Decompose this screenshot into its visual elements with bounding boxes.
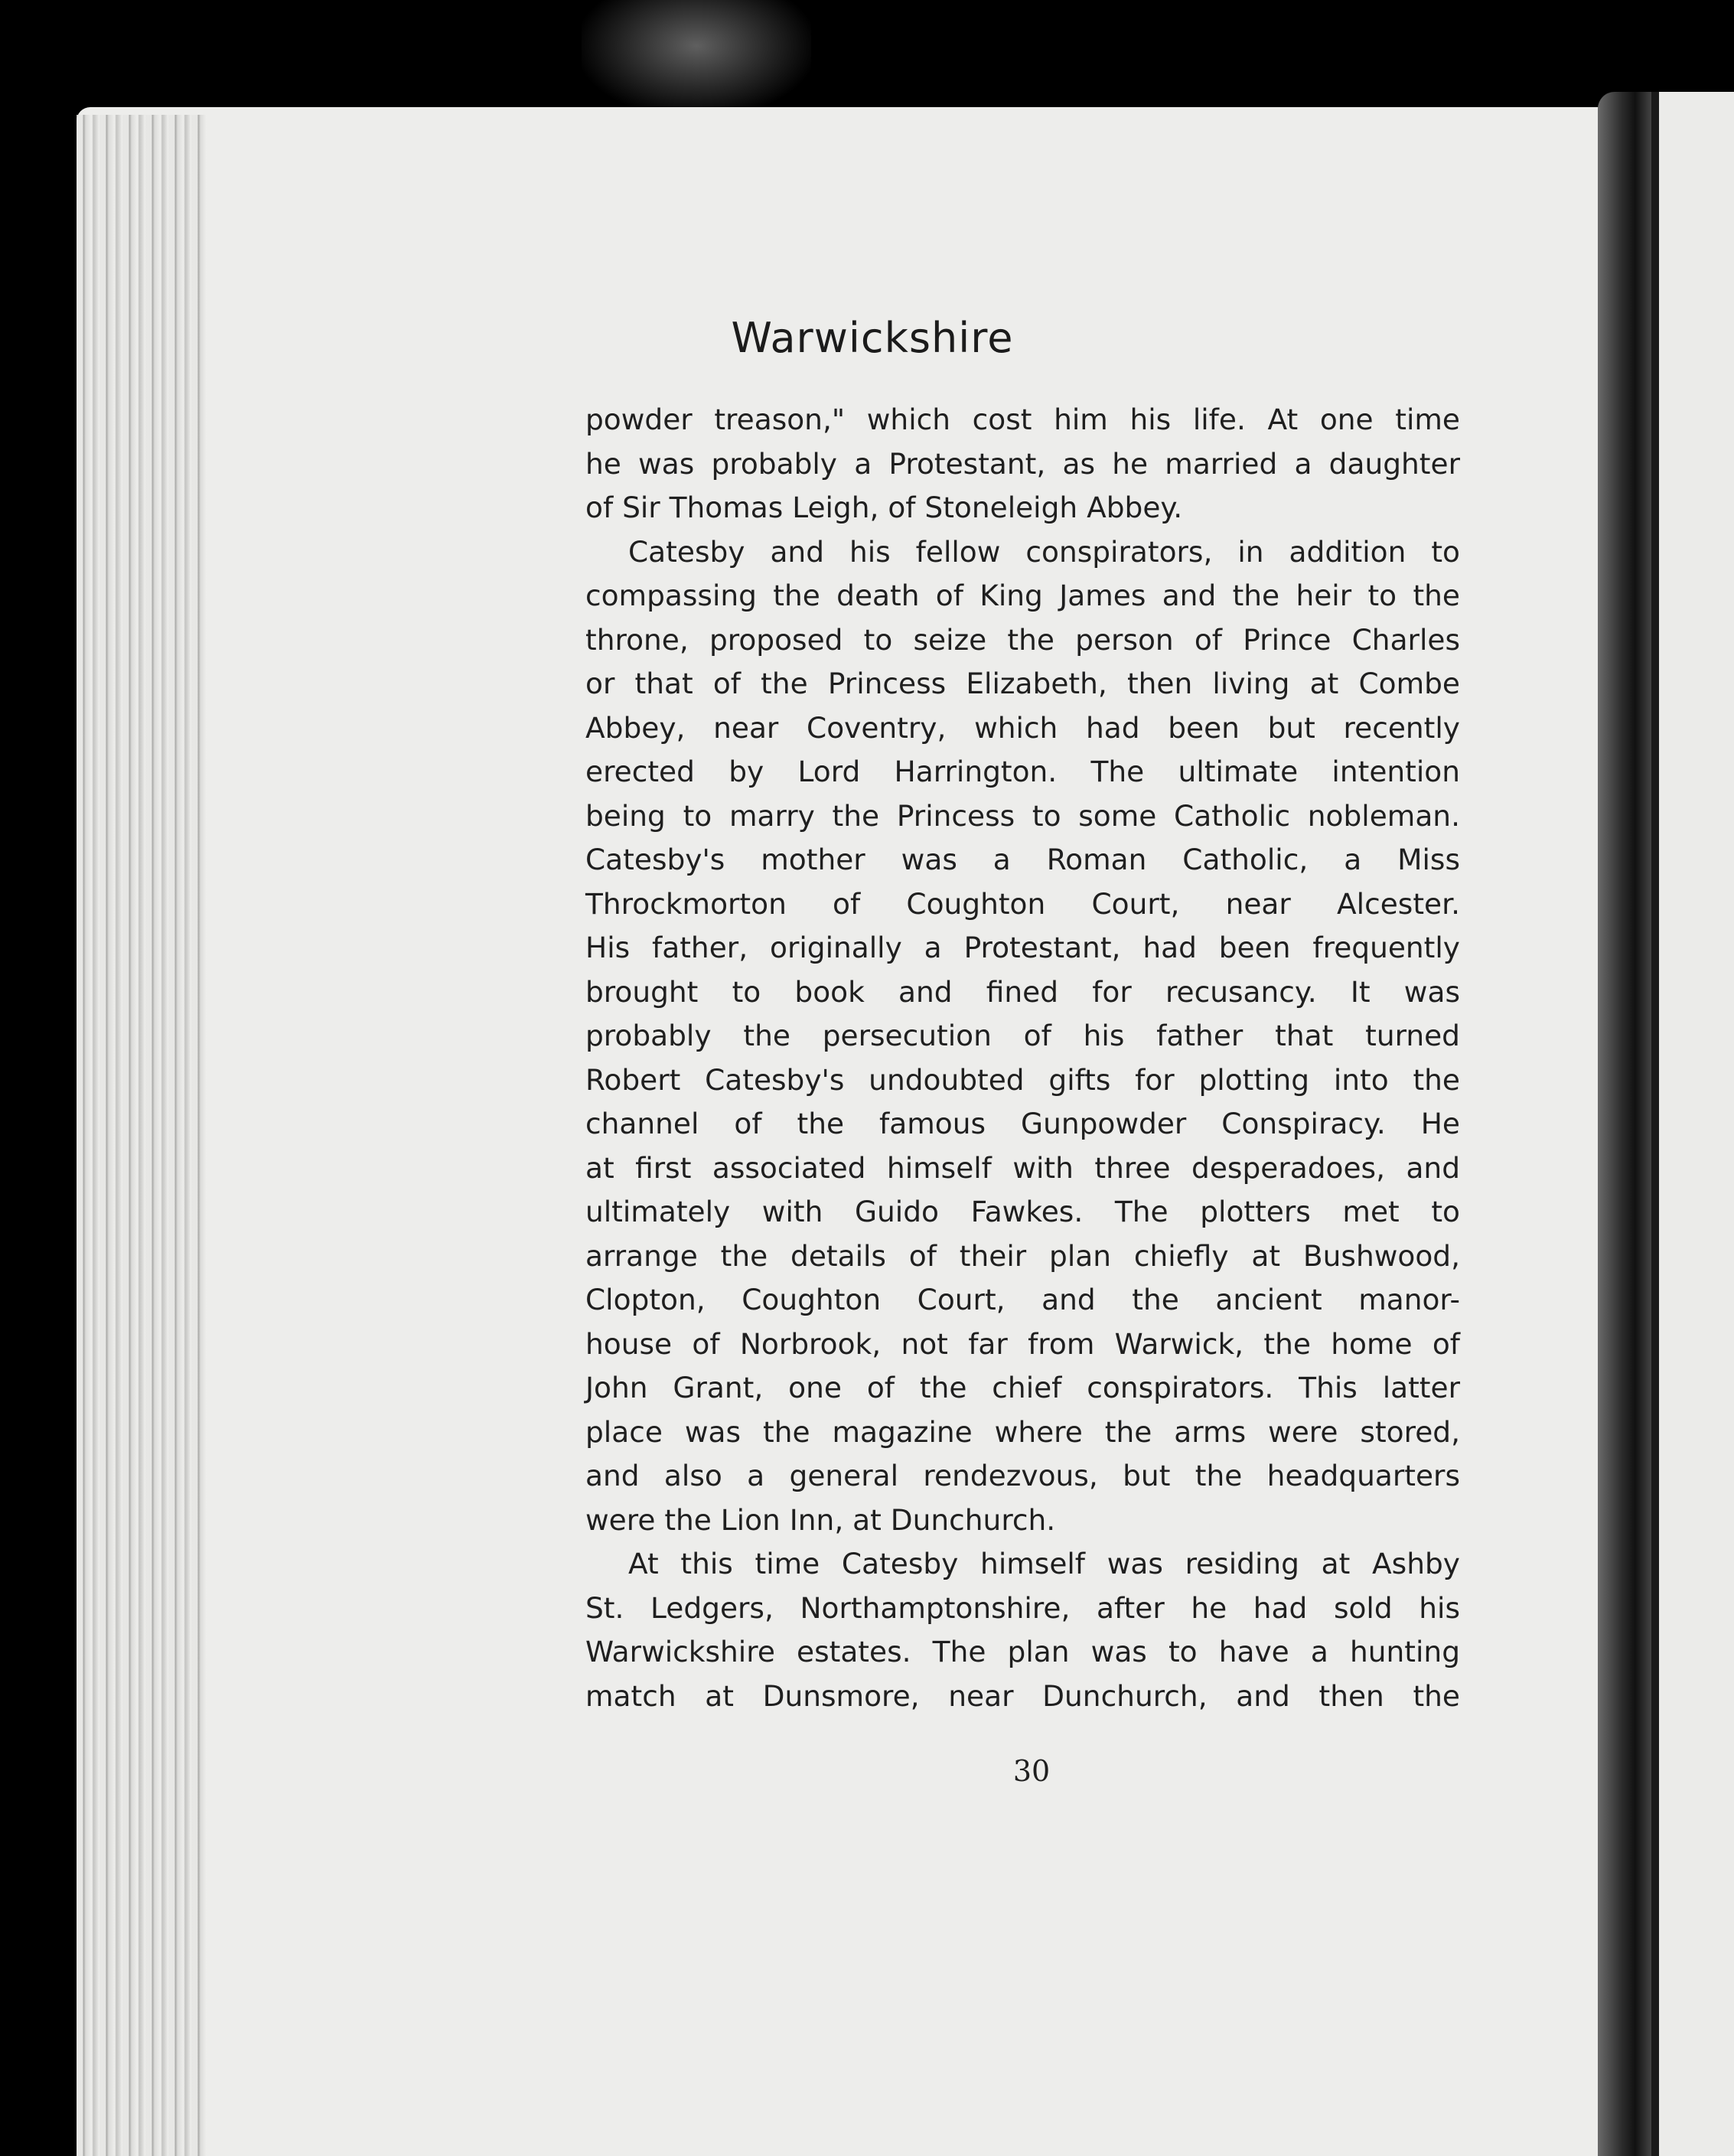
text-line: of Sir Thomas Leigh, of Stoneleigh Abbey.: [585, 491, 1183, 524]
text-line: house of Norbrook, not far from Warwick, the home of: [585, 1326, 1460, 1361]
scan-artifact: [582, 0, 811, 115]
page-edge-shadow: [1598, 92, 1651, 2156]
book-spine-edge: [77, 115, 207, 2156]
text-line: erected by Lord Harrington. The ultimate intention: [585, 755, 1460, 788]
text-line: His father, originally a Protestant, had been frequently: [585, 931, 1460, 964]
text-line: arrange the details of their plan chiefly at Bushwood,: [585, 1238, 1460, 1273]
text-line: compassing the death of King James and the heir to the: [585, 579, 1460, 612]
body-text: [585, 398, 1460, 1718]
text-line: Abbey, near Coventry, which had been but recently: [585, 710, 1460, 745]
page-number: 30: [1012, 1754, 1051, 1788]
text-line: Catesby's mother was a Roman Catholic, a Miss: [585, 843, 1460, 876]
text-line: throne, proposed to seize the person of Prince Charles: [585, 622, 1460, 657]
text-line: probably the persecution of his father that turned: [585, 1019, 1460, 1052]
text-line: being to marry the Princess to some Catholic nobleman.: [585, 798, 1460, 833]
text-line: At this time Catesby himself was residing at Ashby: [628, 1547, 1460, 1580]
text-line: match at Dunsmore, near Dunchurch, and then the: [585, 1678, 1460, 1713]
facing-page-sliver: [1659, 92, 1734, 2156]
text-line: Warwickshire estates. The plan was to have a hunting: [585, 1635, 1460, 1668]
text-line: St. Ledgers, Northamptonshire, after he had sold his: [585, 1590, 1460, 1625]
text-line: were the Lion Inn, at Dunchurch.: [585, 1502, 1056, 1537]
text-line: he was probably a Protestant, as he married a daughter: [585, 446, 1460, 481]
text-line: Clopton, Coughton Court, and the ancient manor-: [585, 1283, 1460, 1316]
text-line: powder treason," which cost him his life. At one time: [585, 403, 1460, 436]
text-line: ultimately with Guido Fawkes. The plotters met to: [585, 1195, 1460, 1228]
text-line: Throckmorton of Coughton Court, near Alcester.: [585, 886, 1460, 921]
text-line: Robert Catesby's undoubted gifts for plotting into the: [585, 1062, 1460, 1097]
text-line: brought to book and fined for recusancy. It was: [585, 974, 1460, 1009]
running-header: Warwickshire: [731, 314, 1014, 362]
text-line: and also a general rendezvous, but the headquarters: [585, 1459, 1460, 1492]
text-line: or that of the Princess Elizabeth, then living at Combe: [585, 667, 1460, 700]
text-line: John Grant, one of the chief conspirators. This latter: [585, 1371, 1460, 1404]
text-line: Catesby and his fellow conspirators, in addition to: [628, 534, 1460, 569]
text-line: place was the magazine where the arms were stored,: [585, 1414, 1460, 1449]
text-line: at first associated himself with three desperadoes, and: [585, 1150, 1460, 1185]
text-line: channel of the famous Gunpowder Conspiracy. He: [585, 1107, 1460, 1140]
